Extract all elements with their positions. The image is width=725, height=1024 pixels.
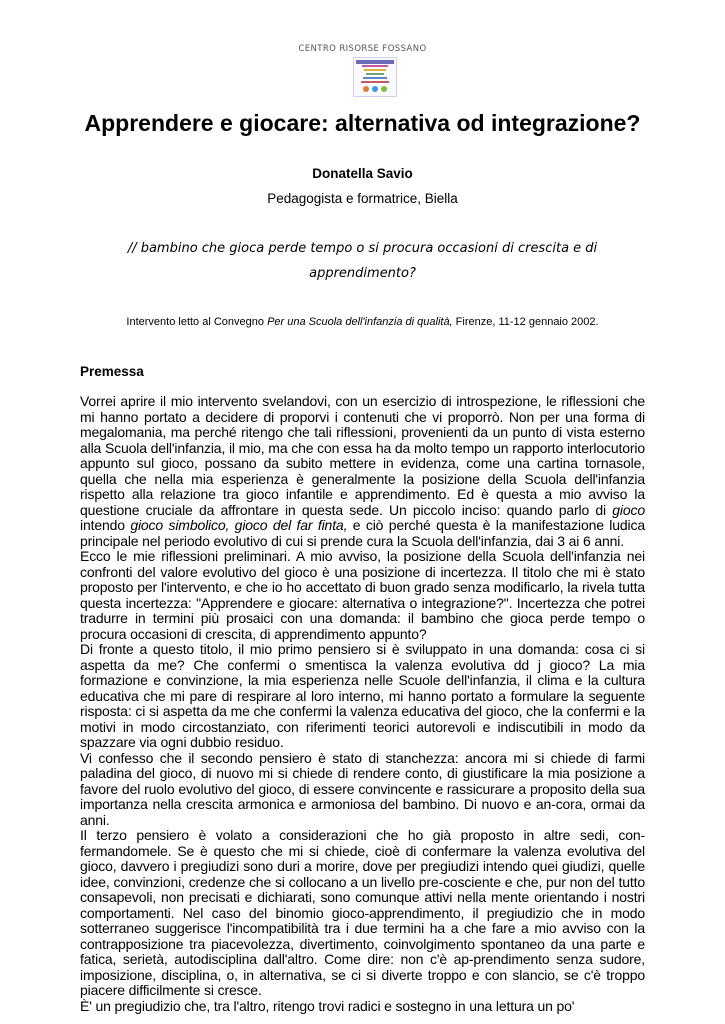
event-note-italic: Per una Scuola dell'infanzia di qualità, <box>267 316 453 328</box>
paragraph: Vi confesso che il secondo pensiero è stato di stanchezza: ancora mi si chiede di farmi paladina del gioco, di nuovo mi si chiede di rendere conto, di giustificare la mia posizione a favore del ruolo evolutivo del gioco, di essere convincente e rassicurare a proposito della sua importanza nella crescita armonica e armoniosa del bambino. Di nuovo e an-cora, ormai da anni. <box>80 749 645 828</box>
centro-risorse-logo-icon <box>353 57 397 97</box>
event-note-text: Intervento letto al Convegno <box>126 316 268 328</box>
paragraph-text: e ciò perché questa è la manifestazione ludica principale nel periodo evolutivo di cui si prende cura la Scuola dell'infanzia, dai 3 ai 6 anni. <box>80 517 645 549</box>
document-title: Apprendere e giocare: alternativa od integrazione? <box>84 110 641 136</box>
epigraph: // bambino che gioca perde tempo o si procura occasioni di crescita e di apprendimento? <box>127 241 598 281</box>
paragraph-italic: gioco <box>612 501 645 518</box>
paragraph-italic: gioco simbolico, gioco del far finta, <box>130 517 348 533</box>
paragraph: Il terzo pensiero è volato a considerazioni che ho già proposto in altre sedi, con-fermandomele. Se è questo che mi si chiede, cioè di confermare la valenza evolutiva del gioco, davvero i pregiudizi sono duri a morire, dove per pregiudizi intendo quei giudizi, quelle idee, convinzioni, credenze che si collocano a un livello pre-cosciente e che, pur non del tutto consapevoli, non precisati e dichiarati, sono comunque attivi nella mente orientando i nostri comportamenti. Nel caso del binomio gioco-apprendimento, il pregiudizio che in modo sotterraneo suggerisce l'incompatibilità tra i due termini ha a che fare a mio avviso con la contrapposizione tra piacevolezza, divertimento, coinvolgimento spontaneo da una parte e fatica, serietà, autodisciplina dall'altro. Come dire: non c'è ap-prendimento senza sudore, imposizione, disciplina, o, in alternativa, se ci si diverte troppo e con slancio, se c'è troppo piacere difficilmente si cresce. <box>80 827 645 998</box>
author-affiliation: Pedagogista e formatrice, Biella <box>267 191 458 206</box>
header-label: CENTRO RISORSE FOSSANO <box>298 44 427 54</box>
paragraph: Di fronte a questo titolo, il mio primo pensiero si è sviluppato in una domanda: cosa ci si aspetta da me? Che confermi o smentisca la valenza evolutiva dd j gioco? La mia formazione e convinzione, la mia esperienza nelle Scuole dell'infanzia, il clima e la cultura educativa che mi pare di respirare al loro interno, mi hanno portato a formulare la seguente risposta: ci si aspetta da me che confermi la valenza educativa del gioco, che la confermi e la motivi in modo circostanziato, con riferimenti teorici autorevoli e indiscutibili in modo da spazzare via ogni dubbio residuo. <box>80 641 645 750</box>
paragraph-text: intendo <box>80 517 131 533</box>
paragraph: È' un pregiudizio che, tra l'altro, ritengo trovi radici e sostegno in una lettura un po' <box>80 997 575 1014</box>
body-text <box>80 394 645 1014</box>
author-name: Donatella Savio <box>312 166 413 181</box>
paragraph-text: Vorrei aprire il mio intervento svelandovi, con un esercizio di introspezione, le riflessioni che mi hanno portato a decidere di proporvi i contenuti che vi proporrò. Non per una forma di megalomania, ma perché ritengo che tali riflessioni, provenienti da un punto di vista esterno alla Scuola dell'infanzia, il mio, ma che con essa ha da molto tempo un rapporto interlocutorio appunto sul gioco, possano da subito mettere in evidenza, come una cartina tornasole, quella che nella mia esperienza è generalmente la posizione della Scuola dell'infanzia rispetto alla relazione tra gioco infantile e apprendimento. Ed è questa a mio avviso la questione cruciale da affrontare in questa sede. Un piccolo inciso: quando parlo di <box>80 393 645 518</box>
paragraph <box>80 394 645 549</box>
paragraph: Ecco le mie riflessioni preliminari. A mio avviso, la posizione della Scuola dell'infanzia nei confronti del valore evolutivo del gioco è una posizione di incertezza. Il titolo che mi è stato proposto per l'intervento, e che io ho accettato di buon grado senza modificarlo, la rivela tutta questa incertezza: "Apprendere e giocare: alternativa o integrazione?". Incertezza che potrei tradurre in termini più prosaici con una domanda: il bambino che gioca perde tempo o procura occasioni di crescita, di apprendimento appunto? <box>80 548 645 642</box>
section-heading: Premessa <box>80 364 144 379</box>
event-note <box>0 316 725 328</box>
event-note-date: Firenze, 11-12 gennaio 2002. <box>452 316 599 328</box>
